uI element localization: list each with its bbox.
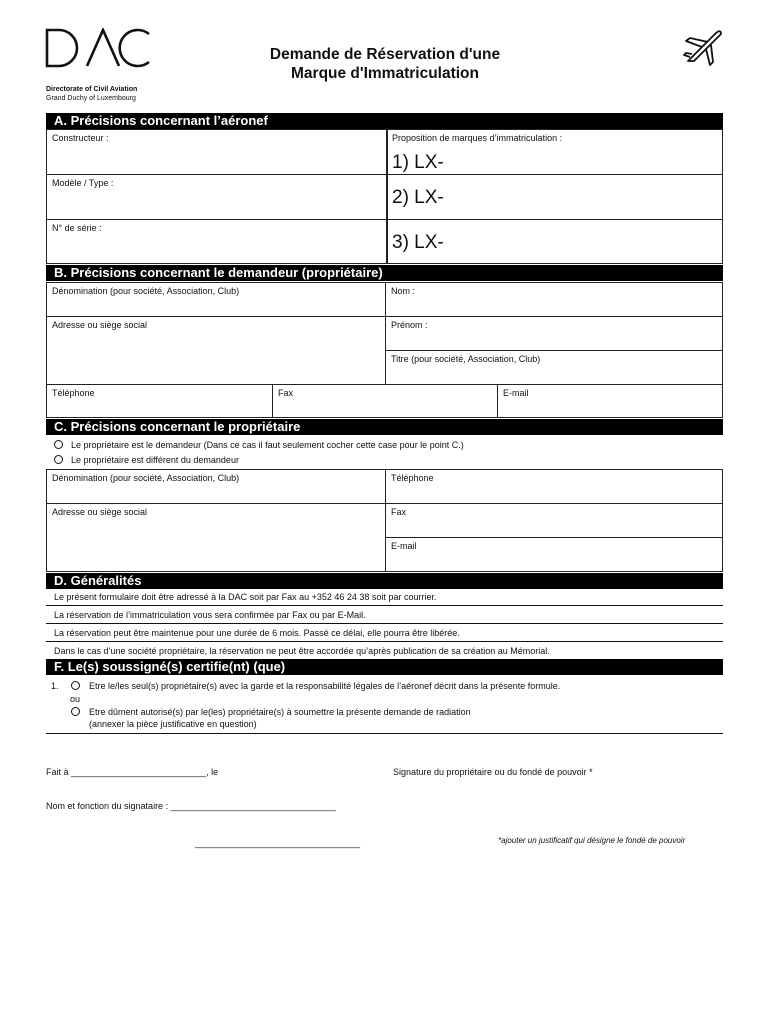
b-fax-field[interactable] <box>272 384 498 418</box>
f-ou: ou <box>70 694 81 704</box>
airplane-icon <box>680 25 725 70</box>
b-adresse-field[interactable] <box>46 316 386 385</box>
divider <box>46 623 723 624</box>
b-prenom-field[interactable] <box>385 316 723 351</box>
c-email-field[interactable] <box>385 537 723 572</box>
divider <box>46 605 723 606</box>
section-d-header: D. Généralités <box>46 573 723 589</box>
d-line-3: La réservation peut être maintenue pour une durée de 6 mois. Passé ce délai, elle pourra être libérée. <box>54 628 460 638</box>
serie-label: N° de série : <box>52 223 102 233</box>
divider <box>46 733 723 734</box>
mark1-value: 1) LX- <box>392 152 444 173</box>
proposition-label: Proposition de marques d’immatriculation : <box>392 133 563 143</box>
b-telephone-label: Téléphone <box>52 388 95 398</box>
c-option2-label: Le propriétaire est différent du demandeur <box>71 455 239 465</box>
modele-field[interactable] <box>46 174 388 220</box>
page-title-line2: Marque d'Immatriculation <box>291 65 479 82</box>
serie-field[interactable] <box>46 219 388 264</box>
c-option1-radio[interactable] <box>54 440 63 449</box>
c-adresse-label: Adresse ou siège social <box>52 507 148 517</box>
section-c-header: C. Précisions concernant le propriétaire <box>46 419 723 435</box>
mark2-value: 2) LX- <box>392 187 444 208</box>
b-adresse-label: Adresse ou siège social <box>52 320 148 330</box>
section-b-header: B. Précisions concernant le demandeur (propriétaire) <box>46 265 723 281</box>
divider <box>46 641 723 642</box>
mark2-field[interactable] <box>386 174 723 220</box>
b-email-label: E-mail <box>503 388 529 398</box>
b-titre-field[interactable] <box>385 350 723 385</box>
b-prenom-label: Prénom : <box>391 320 428 330</box>
page-title-line1: Demande de Réservation d'une <box>269 46 501 63</box>
d-line-4: Dans le cas d’une société propriétaire, la réservation ne peut être accordée qu’après publication de sa création au Mémorial. <box>54 646 550 656</box>
b-fax-label: Fax <box>278 388 294 398</box>
b-email-field[interactable] <box>497 384 723 418</box>
constructeur-label: Constructeur : <box>52 133 109 143</box>
dac-logo-mark <box>45 28 153 68</box>
modele-label: Modèle / Type : <box>52 178 114 188</box>
mark3-value: 3) LX- <box>392 232 444 253</box>
f-option1-label: Etre le/les seul(s) propriétaire(s) avec la garde et la responsabilité légales de l’aéronef décrit dans la présente formule. <box>89 681 561 691</box>
c-option2-radio[interactable] <box>54 455 63 464</box>
f-option1-radio[interactable] <box>71 681 80 690</box>
mark1-field[interactable] <box>386 129 723 175</box>
c-fax-label: Fax <box>391 507 407 517</box>
nom-fonction-field[interactable]: Nom et fonction du signataire : _________________________________ <box>46 801 336 811</box>
blank-line[interactable]: _________________________________ <box>195 838 361 848</box>
c-adresse-field[interactable] <box>46 503 386 572</box>
c-fax-field[interactable] <box>385 503 723 538</box>
b-telephone-field[interactable] <box>46 384 273 418</box>
f-option2-radio[interactable] <box>71 707 80 716</box>
c-denomination-label: Dénomination (pour société, Association, Club) <box>52 473 240 483</box>
d-line-1: Le présent formulaire doit être adressé à la DAC soit par Fax au +352 46 24 38 soit par courrier. <box>54 592 437 602</box>
b-nom-label: Nom : <box>391 286 416 296</box>
f-option2-label: Etre dûment autorisé(s) par le(les) propriétaire(s) à soumettre la présente demande de radiation <box>89 707 471 717</box>
b-denomination-field[interactable] <box>46 282 386 317</box>
fait-a-field[interactable]: Fait à ___________________________, le <box>46 767 219 777</box>
logo-line2: Grand Duchy of Luxembourg <box>46 95 136 102</box>
f-option2b-label: (annexer la pièce justificative en question) <box>89 719 257 729</box>
b-titre-label: Titre (pour société, Association, Club) <box>391 354 541 364</box>
signature-label: Signature du propriétaire ou du fondé de pouvoir * <box>393 767 593 777</box>
constructeur-field[interactable] <box>46 129 388 175</box>
c-option1-label: Le propriétaire est le demandeur (Dans ce cas il faut seulement cocher cette case pour le point C.) <box>71 440 464 450</box>
footnote: *ajouter un justificatif qui désigne le fondé de pouvoir <box>498 836 686 845</box>
c-denomination-field[interactable] <box>46 469 386 504</box>
f-number: 1. <box>51 681 59 691</box>
mark3-field[interactable] <box>386 219 723 264</box>
c-email-label: E-mail <box>391 541 417 551</box>
d-line-2: La réservation de l’immatriculation vous sera confirmée par Fax ou par E-Mail. <box>54 610 366 620</box>
b-denomination-label: Dénomination (pour société, Association, Club) <box>52 286 240 296</box>
section-a-header: A. Précisions concernant l’aéronef <box>46 113 723 129</box>
b-nom-field[interactable] <box>385 282 723 317</box>
c-telephone-label: Téléphone <box>391 473 434 483</box>
c-telephone-field[interactable] <box>385 469 723 504</box>
logo-line1: Directorate of Civil Aviation <box>46 86 138 93</box>
section-f-header: F. Le(s) soussigné(s) certifie(nt) (que) <box>46 659 723 675</box>
